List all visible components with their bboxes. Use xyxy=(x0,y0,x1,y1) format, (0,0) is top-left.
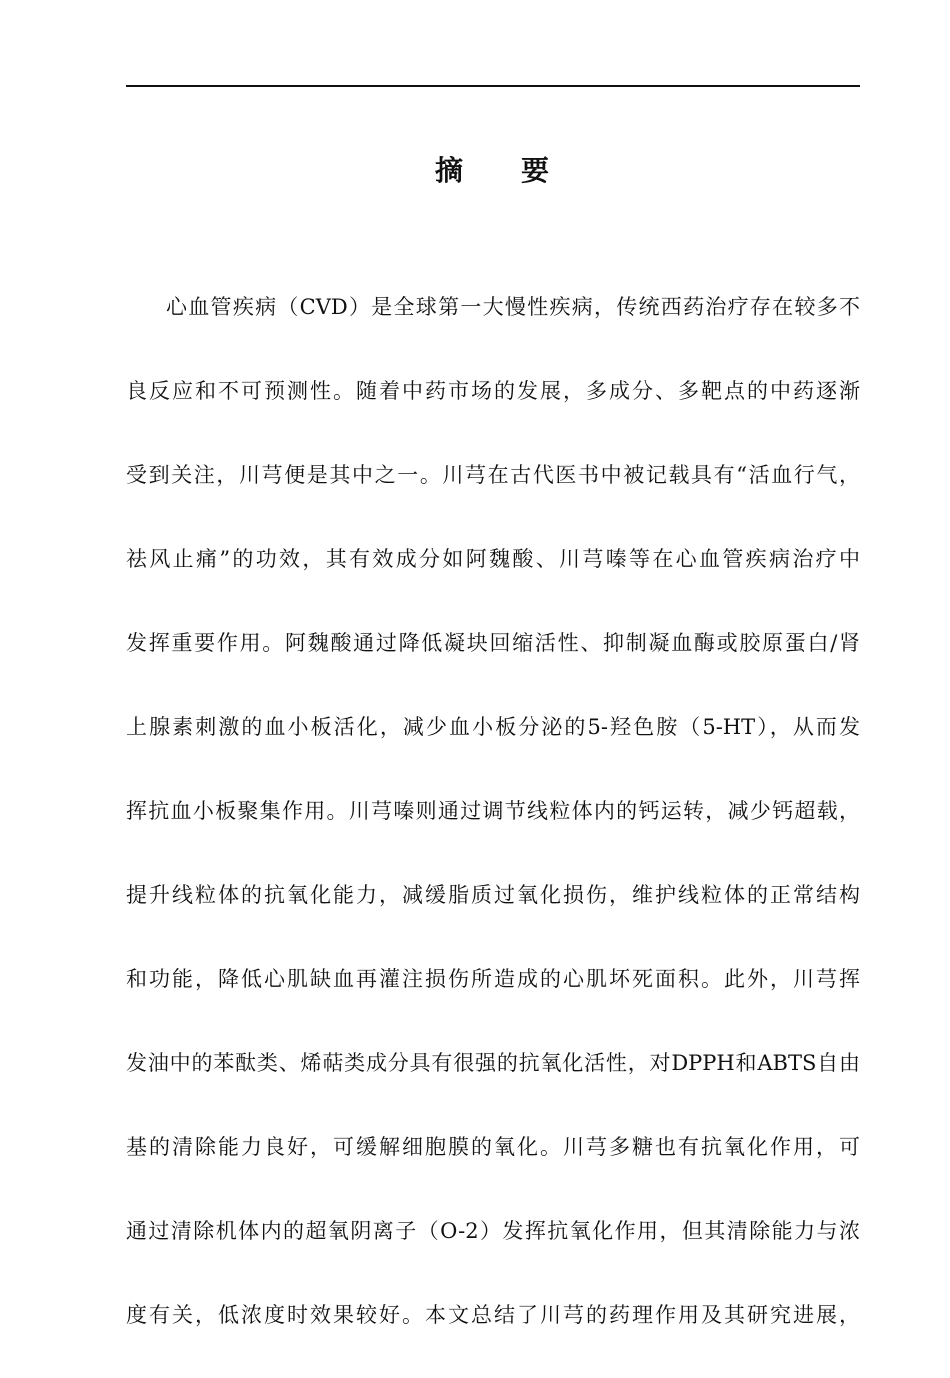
title-char-2: 要 xyxy=(521,154,552,187)
abstract-line-1: 心血管疾病（CVD）是全球第一大慢性疾病，传统西药治疗存在较多不 xyxy=(166,295,860,319)
abstract-line-6: 上腺素刺激的血小板活化，减少血小板分泌的5-羟色胺（5-HT），从而发 xyxy=(126,715,860,739)
abstract-line-9: 和功能，降低心肌缺血再灌注损伤所造成的心肌坏死面积。此外，川芎挥 xyxy=(126,967,860,991)
abstract-line-3: 受到关注，川芎便是其中之一。川芎在古代医书中被记载具有“活血行气， xyxy=(126,463,860,487)
abstract-line-8: 提升线粒体的抗氧化能力，减缓脂质过氧化损伤，维护线粒体的正常结构 xyxy=(126,883,860,907)
abstract-line-7: 挥抗血小板聚集作用。川芎嗪则通过调节线粒体内的钙运转，减少钙超载， xyxy=(126,799,860,823)
abstract-line-10: 发油中的苯酞类、烯萜类成分具有很强的抗氧化活性，对DPPH和ABTS自由 xyxy=(126,1051,860,1075)
header-rule xyxy=(126,85,860,87)
abstract-body xyxy=(126,286,860,1378)
abstract-line-5: 发挥重要作用。阿魏酸通过降低凝块回缩活性、抑制凝血酶或胶原蛋白/肾 xyxy=(126,631,860,655)
abstract-line-4: 祛风止痛”的功效，其有效成分如阿魏酸、川芎嗪等在心血管疾病治疗中 xyxy=(126,547,860,571)
abstract-line-12: 通过清除机体内的超氧阴离子（O-2）发挥抗氧化作用，但其清除能力与浓 xyxy=(126,1219,860,1243)
abstract-line-13: 度有关，低浓度时效果较好。本文总结了川芎的药理作用及其研究进展， xyxy=(126,1303,860,1327)
abstract-line-2: 良反应和不可预测性。随着中药市场的发展，多成分、多靶点的中药逐渐 xyxy=(126,379,860,403)
title-char-1: 摘 xyxy=(434,154,465,187)
abstract-title xyxy=(126,146,860,196)
abstract-line-11: 基的清除能力良好，可缓解细胞膜的氧化。川芎多糖也有抗氧化作用，可 xyxy=(126,1135,860,1159)
